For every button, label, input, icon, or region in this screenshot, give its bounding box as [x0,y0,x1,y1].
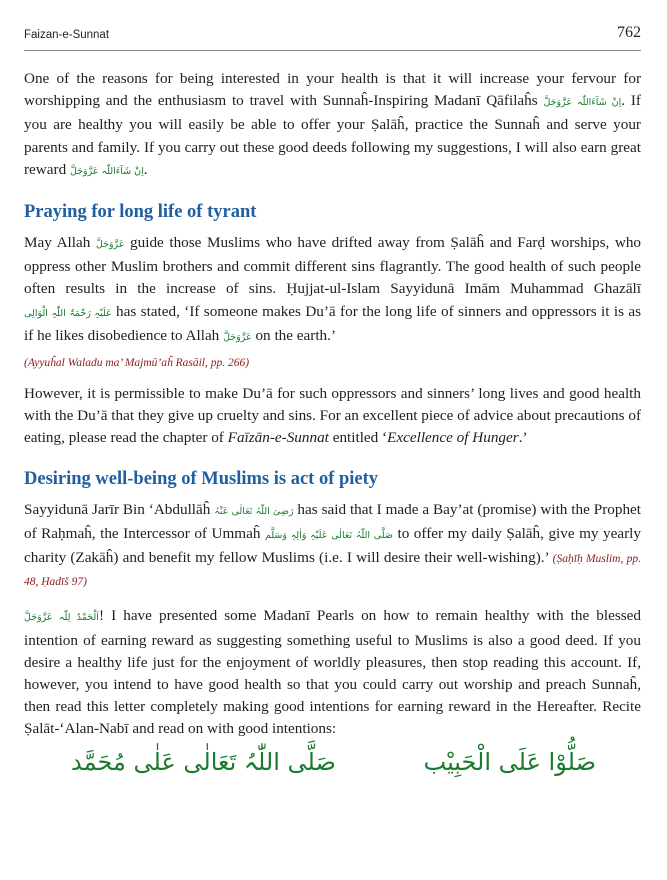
page-header [24,22,641,51]
arabic-phrase: اِنْ شَآءَاللّٰہ عَزَّوَجَلَّ [69,165,144,177]
intro-paragraph [24,68,641,183]
reference-citation: (Ayyuĥal Waladu ma’ Majmū’aĥ Rasāil, pp. 266) [24,357,250,370]
salat-left-phrase: صَلَّی اللّٰہُ تَعَالٰی عَلٰی مُحَمَّد [71,748,336,776]
reference-line [24,352,641,373]
arabic-phrase: اَلْحَمْدُ لِلّٰہ عَزَّوَجَلَّ [24,612,99,624]
salat-right-phrase: صَلُّوْا عَلَی الْحَبِیْب [423,748,596,776]
book-title: Faizan-e-Sunnat [24,29,110,41]
text-run: to offer my daily Ṣalāĥ, give my yearly charity (Zakāĥ) and benefit my fellow Muslims (i.e. I will desire their well-wishing).’ [24,524,641,567]
text-run: May Allah [24,234,96,252]
arabic-phrase: عَلَیْہِ رَحْمَۃُ اللّٰہِ الْوَالِی [24,307,112,319]
salat-calligraphy [0,748,667,776]
arabic-phrase: رَضِیَ اللّٰہُ تَعَالٰی عَنْہُ [214,505,294,517]
reference-citation: (Ṣaḥīḥ Muslim, pp. 48, Ḥadīš 97) [24,553,641,589]
text-run: . If you are healthy you will easily be able to offer your Ṣalāĥ, practice the Sunnaĥ and serve your parents and family. If you carry out these good deeds following my suggestions, I will also earn great reward [24,92,641,178]
text-run: One of the reasons for being interested in your health is that it will increase your fervour for worshipping and the enthusiasm to travel with Sunnaĥ-Inspiring Madanī Qāfilaĥs [24,70,641,110]
text-run: guide those Muslims who have drifted away from Ṣalāĥ and Farḍ worships, who oppress other Muslim brothers and commit different sins flagrantly. The good health of such people often results in the increase of sins. Ḥujjat-ul-Islam Sayyidunā Imām Muhammad Ghazālī [24,234,642,298]
arabic-phrase: صَلَّی اللّٰہُ تَعَالٰی عَلَیْہِ وَاٰلِہٖ وَسَلَّم [264,529,393,541]
book-name: Faīzān-e-Sunnat [227,429,329,447]
text-run: ! I have presented some Madanī Pearls on how to remain healthy with the blessed intention of earning reward as suggesting something useful to Muslims is also a good deed. If you desire a healthy life just for the enjoyment of worldly pleasures, then stop reading this account. If, however, you intend to have good health so that you could carry out worship and preach Sunnaĥ, then read this letter completely making good intentions for earning reward in the Hereafter. Recite Ṣalāt-‘Alan-Nabī and read on with good intentions: [24,607,641,738]
wellbeing-paragraph [24,499,641,594]
permissible-paragraph [24,383,641,450]
text-run: .’ [518,429,528,447]
text-run: has said that I made a Bay’at (promise) with the Prophet of Raḥmaĥ, the Intercessor of Ummaĥ [24,500,641,542]
text-run: entitled ‘ [328,429,388,447]
text-run: . [143,160,148,178]
arabic-phrase: عَزَّوَجَلَّ [95,239,125,251]
text-run: has stated, ‘If someone makes Du’ā for the long life of sinners and oppressors it is as if he likes disobedience to Allah [24,302,642,344]
arabic-phrase: عَزَّوَجَلَّ [223,331,252,343]
text-run: Sayyidunā Jarīr Bin ‘Abdullāĥ [24,500,215,518]
tyrant-paragraph [24,232,641,349]
page-content [24,68,641,741]
madani-pearls-paragraph [24,605,641,740]
page-number: 762 [617,24,641,41]
text-run: However, it is permissible to make Du’ā for such oppressors and sinners’ long lives and good health with the Du’ā that they give up cruelty and sins. For an excellent piece of advice about precautions of eating, please read the chapter of [24,385,641,447]
section-heading-tyrant: Praying for long life of tyrant [24,202,257,223]
arabic-phrase: اِنْ شَآءَاللّٰہ عَزَّوَجَلَّ [543,97,622,109]
section-heading-wellbeing: Desiring well-being of Muslims is act of piety [24,468,379,489]
chapter-name: Excellence of Hunger [387,429,519,447]
text-run: on the earth.’ [251,326,336,344]
